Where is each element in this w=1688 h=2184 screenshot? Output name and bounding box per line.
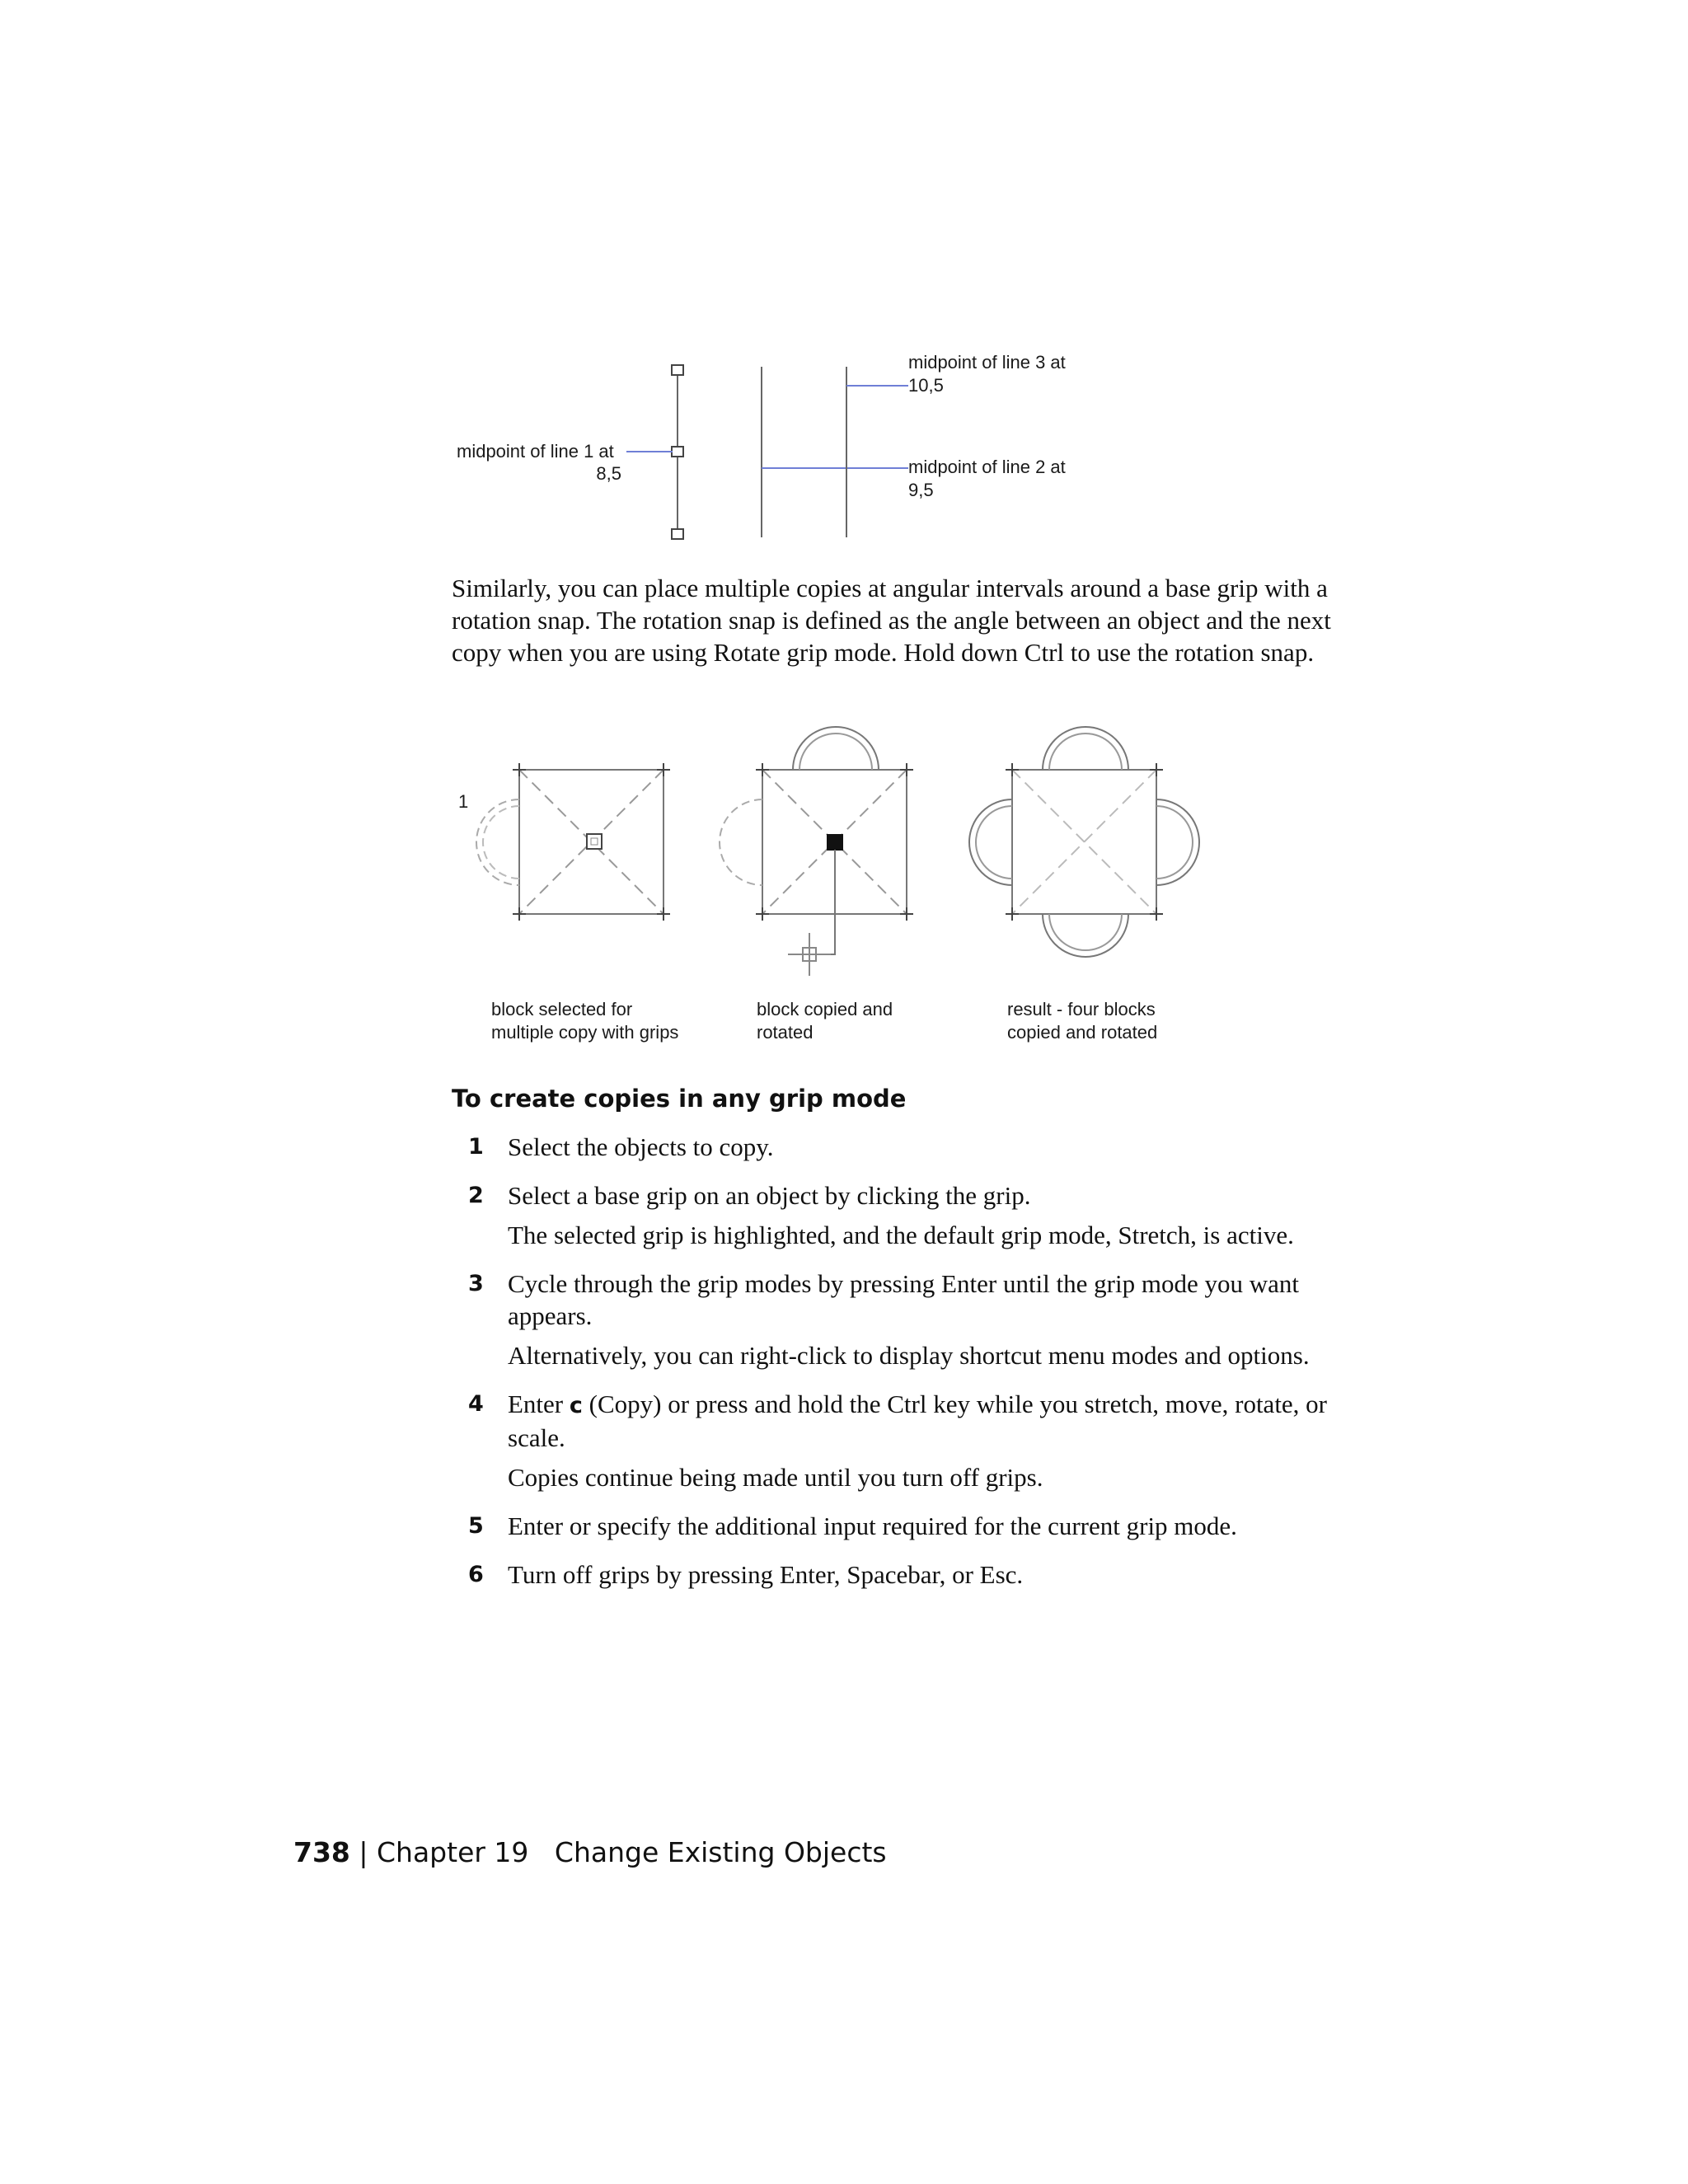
- door-swing-top-inner: [1049, 733, 1122, 770]
- step-note: Copies continue being made until you turn off grips.: [508, 1463, 1043, 1492]
- grip-bottom: [672, 529, 683, 539]
- figure-rotated-block-copies: [445, 717, 1236, 1063]
- step-text-after: (Copy) or press and hold the Ctrl key while you stretch, move, rotate, or scale.: [508, 1390, 1328, 1452]
- label-line-2-b: 9,5: [908, 480, 934, 500]
- step-number: 4: [468, 1391, 484, 1417]
- label-line-3-b: 10,5: [908, 375, 944, 396]
- caption-2-line-2: rotated: [757, 1022, 814, 1043]
- grip-top: [672, 365, 683, 375]
- step-2: [452, 1179, 1375, 1251]
- corner-grip: [1006, 907, 1019, 921]
- door-swing-top-inner: [799, 733, 872, 770]
- label-line-1-b: 8,5: [596, 463, 621, 484]
- corner-grip: [1150, 907, 1163, 921]
- figure-rotated-block-copies-drawing: [445, 717, 1236, 1063]
- step-text: Turn off grips by pressing Enter, Spacebar, or Esc.: [508, 1560, 1024, 1589]
- copy-key: c: [569, 1393, 583, 1418]
- procedure-heading: To create copies in any grip mode: [452, 1085, 907, 1113]
- grip-midpoint: [672, 447, 683, 457]
- door-swing-right-inner: [1156, 806, 1193, 879]
- caption-1-line-2: multiple copy with grips: [491, 1022, 679, 1043]
- block-result-four-copies: [969, 727, 1199, 957]
- step-text: Select a base grip on an object by clicking the grip.: [508, 1181, 1031, 1210]
- cursor-crosshair: [788, 933, 831, 976]
- block-selected: [458, 763, 670, 921]
- caption-2-line-1: block copied and: [757, 999, 893, 1019]
- step-number: 2: [468, 1183, 484, 1208]
- step-5: [452, 1510, 1375, 1542]
- footer-separator: |: [349, 1836, 377, 1868]
- step-number: 5: [468, 1513, 484, 1539]
- step-text: Enter or specify the additional input required for the current grip mode.: [508, 1511, 1237, 1540]
- door-swing-left: [720, 799, 762, 885]
- caption-1-line-1: block selected for: [491, 999, 633, 1019]
- block-copied-rotated: [720, 727, 913, 976]
- procedure-steps: [452, 1131, 1375, 1607]
- step-number: 6: [468, 1562, 484, 1587]
- figure-line-midpoints: [445, 346, 1121, 552]
- chapter-title: Change Existing Objects: [554, 1836, 887, 1868]
- step-text: [508, 1388, 1375, 1454]
- step-text: Select the objects to copy.: [508, 1132, 774, 1161]
- page-number: 738: [293, 1836, 350, 1868]
- body-paragraph: Similarly, you can place multiple copies at angular intervals around a base grip with a rotation snap. The rotation snap is defined as the angle between an object and the next copy when you are using Rotate grip mode. Hold down Ctrl to use the rotation snap.: [452, 574, 1331, 667]
- step-number: 1: [468, 1134, 484, 1160]
- corner-grip: [900, 907, 913, 921]
- step-text-before: Enter: [508, 1390, 570, 1418]
- figure-line-midpoints-drawing: [445, 346, 1121, 552]
- step-note: The selected grip is highlighted, and the default grip mode, Stretch, is active.: [508, 1221, 1294, 1249]
- caption-3-line-2: copied and rotated: [1007, 1022, 1158, 1043]
- page-footer: [293, 1836, 887, 1868]
- step-4: [452, 1388, 1375, 1493]
- step-3: [452, 1268, 1375, 1371]
- label-line-2-a: midpoint of line 2 at: [908, 457, 1066, 477]
- hot-grip: [828, 835, 842, 850]
- corner-grip: [657, 907, 670, 921]
- base-grip: [587, 834, 602, 849]
- step-6: [452, 1558, 1375, 1591]
- rotation-rubberband: [809, 850, 835, 954]
- step-1: [452, 1131, 1375, 1163]
- step-number: 3: [468, 1271, 484, 1296]
- step-text: Cycle through the grip modes by pressing Enter until the grip mode you want appears.: [508, 1269, 1299, 1330]
- door-swing-left-inner: [976, 806, 1012, 879]
- corner-grip: [756, 907, 769, 921]
- rotation-marker: 1: [458, 791, 469, 812]
- door-swing-left-inner: [483, 806, 519, 879]
- chapter-label: Chapter 19: [377, 1836, 529, 1868]
- step-note: Alternatively, you can right-click to display shortcut menu modes and options.: [508, 1341, 1310, 1370]
- door-swing-bottom-inner: [1049, 914, 1122, 950]
- caption-3-line-1: result - four blocks: [1007, 999, 1156, 1019]
- corner-grip: [513, 907, 526, 921]
- label-line-3-a: midpoint of line 3 at: [908, 352, 1066, 373]
- label-line-1-a: midpoint of line 1 at: [457, 441, 614, 462]
